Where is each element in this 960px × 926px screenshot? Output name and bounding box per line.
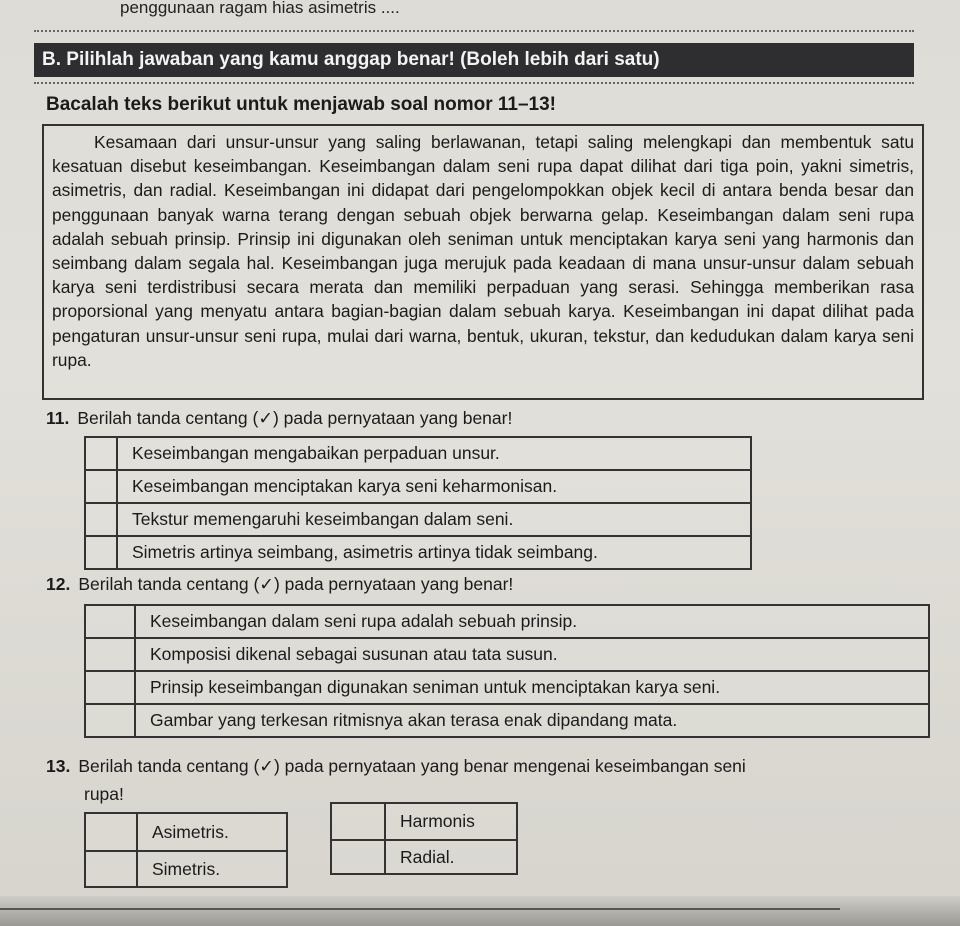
table-row (85, 704, 929, 737)
option-label: Harmonis (385, 803, 517, 840)
table-row (85, 503, 751, 536)
checkbox-q12-1[interactable] (85, 605, 135, 638)
question-12-number: 12. (46, 574, 71, 594)
question-11 (46, 408, 512, 429)
option-label: Gambar yang terkesan ritmisnya akan terasa enak dipandang mata. (135, 704, 929, 737)
option-label: Tekstur memengaruhi keseimbangan dalam seni. (117, 503, 751, 536)
question-12-options (84, 604, 930, 738)
table-row (85, 638, 929, 671)
checkbox-q12-2[interactable] (85, 638, 135, 671)
option-label: Keseimbangan dalam seni rupa adalah sebuah prinsip. (135, 605, 929, 638)
table-row (85, 813, 287, 851)
question-13-text-continued: rupa! (84, 784, 124, 804)
checkbox-q11-2[interactable] (85, 470, 117, 503)
checkbox-q12-3[interactable] (85, 671, 135, 704)
table-row (85, 605, 929, 638)
table-row (85, 851, 287, 887)
table-row (85, 536, 751, 569)
question-13 (46, 756, 746, 777)
table-row (85, 671, 929, 704)
question-13-options-right (330, 802, 518, 875)
section-title-banner: B. Pilihlah jawaban yang kamu anggap benar! (Boleh lebih dari satu) (34, 43, 914, 77)
checkbox-q13-radial[interactable] (331, 840, 385, 874)
option-label: Simetris. (137, 851, 287, 887)
reading-instruction: Bacalah teks berikut untuk menjawab soal nomor 11–13! (46, 94, 557, 115)
checkbox-q12-4[interactable] (85, 704, 135, 737)
table-row (85, 437, 751, 470)
checkbox-q11-4[interactable] (85, 536, 117, 569)
table-row (331, 803, 517, 840)
option-label: Prinsip keseimbangan digunakan seniman untuk menciptakan karya seni. (135, 671, 929, 704)
reading-passage: Kesamaan dari unsur-unsur yang saling berlawanan, tetapi saling melengkapi dan membentuk satu kesatuan disebut keseimbangan. Keseimbangan dalam seni rupa dapat dilihat dari tiga poin, yakni simetris, asimetris, dan radial. Keseimbangan ini didapat dari pengelompokkan objek kecil di antara benda besar dan penggunaan banyak warna terang dengan sebuah objek berwarna gelap. Keseimbangan dalam seni rupa adalah sebuah prinsip. Prinsip ini digunakan oleh seniman untuk menciptakan karya seni yang harmonis dan seimbang dalam segala hal. Keseimbangan juga merujuk pada keadaan di mana unsur-unsur dalam sebuah karya seni terdistribusi secara merata dan memiliki perpaduan yang serasi. Sehingga memberikan rasa proporsional yang menyatu antara bagian-bagian dalam sebuah karya. Keseimbangan ini dapat dilihat pada pengaturan unsur-unsur seni rupa, mulai dari warna, bentuk, ukuran, tekstur, dan kedudukan dalam karya seni rupa. (42, 124, 924, 400)
table-row (331, 840, 517, 874)
checkbox-q13-harmonis[interactable] (331, 803, 385, 840)
question-13-text: Berilah tanda centang (✓) pada pernyataan yang benar mengenai keseimbangan seni (78, 756, 746, 776)
question-13-options-left (84, 812, 288, 888)
page-bottom-edge (0, 908, 840, 910)
previous-question-fragment: penggunaan ragam hias asimetris .... (120, 0, 400, 17)
question-13-number: 13. (46, 756, 71, 776)
checkbox-q13-simetris[interactable] (85, 851, 137, 887)
option-label: Keseimbangan mengabaikan perpaduan unsur. (117, 437, 751, 470)
page-bottom-shadow (0, 896, 960, 926)
checkbox-q13-asimetris[interactable] (85, 813, 137, 851)
option-label: Simetris artinya seimbang, asimetris artinya tidak seimbang. (117, 536, 751, 569)
question-12 (46, 574, 513, 595)
question-12-text: Berilah tanda centang (✓) pada pernyataan yang benar! (78, 574, 514, 594)
question-11-options (84, 436, 752, 570)
question-11-number: 11. (46, 408, 70, 428)
dotted-divider-bottom (34, 82, 914, 84)
option-label: Keseimbangan menciptakan karya seni keharmonisan. (117, 470, 751, 503)
option-label: Komposisi dikenal sebagai susunan atau tata susun. (135, 638, 929, 671)
option-label: Asimetris. (137, 813, 287, 851)
option-label: Radial. (385, 840, 517, 874)
dotted-divider-top (34, 30, 914, 32)
checkbox-q11-1[interactable] (85, 437, 117, 470)
table-row (85, 470, 751, 503)
question-11-text: Berilah tanda centang (✓) pada pernyataan yang benar! (77, 408, 513, 428)
checkbox-q11-3[interactable] (85, 503, 117, 536)
